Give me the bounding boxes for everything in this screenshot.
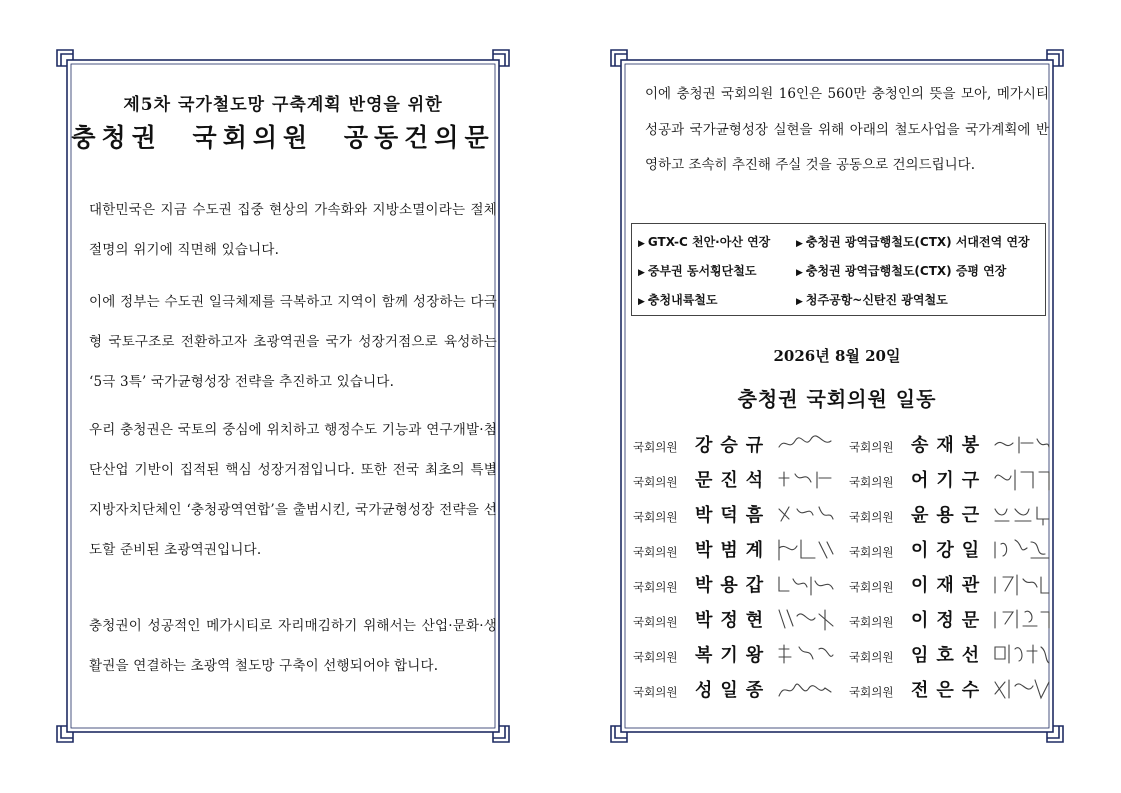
signature-mark bbox=[991, 499, 1051, 529]
signer-role: 국회의원 bbox=[633, 580, 678, 594]
signer-role: 국회의원 bbox=[849, 580, 894, 594]
paragraph: 우리 충청권은 국토의 중심에 위치하고 행정수도 기능과 연구개발·첨단산업 기반이 집적된 핵심 성장거점입니다. 또한 전국 최초의 특별지방자치단체인 ‘충청광역연합’을 출범시킨, 국가균형성장 전략을 선도할 준비된 초광역권입니다. bbox=[89, 422, 497, 558]
signer-role: 국회의원 bbox=[633, 440, 678, 454]
signer-name: 박덕흠 bbox=[695, 505, 772, 526]
signature-mark bbox=[775, 534, 835, 564]
signature-mark bbox=[775, 604, 835, 634]
signer-role: 국회의원 bbox=[633, 545, 678, 559]
signer-name: 복기왕 bbox=[695, 645, 772, 666]
bullet-icon: ▶ bbox=[638, 239, 645, 249]
document-date: 2026년 8월 20일 bbox=[773, 347, 901, 365]
bullet-icon: ▶ bbox=[796, 239, 803, 249]
signer-name: 이재관 bbox=[911, 575, 988, 596]
rail-projects-box bbox=[631, 223, 1046, 316]
signer-name: 이강일 bbox=[911, 540, 988, 561]
paragraph: 이에 정부는 수도권 일극체제를 극복하고 지역이 함께 성장하는 다극형 국토구조로 전환하고자 초광역권을 국가 성장거점으로 육성하는 ‘5극 3특’ 국가균형성장 전략을 추진하고 있습니다. bbox=[89, 294, 497, 390]
signer-name: 이정문 bbox=[911, 610, 988, 631]
signer-name: 성일종 bbox=[695, 680, 772, 701]
bullet-icon: ▶ bbox=[796, 268, 803, 278]
right-page bbox=[607, 46, 1067, 746]
project-item: ▶ 청주공항~신탄진 광역철도 bbox=[796, 293, 948, 307]
project-item: ▶ GTX-C 천안·아산 연장 bbox=[638, 235, 771, 249]
intro-paragraph: 이에 충청권 국회의원 16인은 560만 충청인의 뜻을 모아, 메가시티 성공과 국가균형성장 실현을 위해 아래의 철도사업을 국가계획에 반영하고 조속히 추진해 주실 것을 공동으로 건의드립니다. bbox=[645, 86, 1049, 173]
signer-role: 국회의원 bbox=[849, 615, 894, 629]
signature-mark bbox=[775, 569, 835, 599]
project-item: ▶ 충청권 광역급행철도(CTX) 서대전역 연장 bbox=[796, 235, 1030, 249]
signer-role: 국회의원 bbox=[849, 685, 894, 699]
signer-name: 윤용근 bbox=[911, 505, 988, 526]
signature-mark bbox=[991, 429, 1051, 459]
document-title: 충청권 국회의원 공동건의문 bbox=[71, 123, 495, 152]
signer-role: 국회의원 bbox=[633, 650, 678, 664]
signature-mark bbox=[775, 429, 835, 459]
signature-mark bbox=[775, 674, 835, 704]
signature-mark bbox=[775, 464, 835, 494]
signer-role: 국회의원 bbox=[849, 440, 894, 454]
signer-role: 국회의원 bbox=[633, 475, 678, 489]
signature-mark bbox=[991, 604, 1051, 634]
bullet-icon: ▶ bbox=[638, 268, 645, 278]
signer-role: 국회의원 bbox=[849, 650, 894, 664]
signature-mark bbox=[775, 499, 835, 529]
signer-name: 송재봉 bbox=[911, 435, 988, 456]
project-item: ▶ 충청내륙철도 bbox=[638, 293, 718, 307]
left-page bbox=[53, 46, 513, 746]
signature-mark bbox=[775, 639, 835, 669]
signer-name: 어기구 bbox=[911, 470, 988, 491]
signer-name: 강승규 bbox=[695, 435, 772, 456]
bullet-icon: ▶ bbox=[638, 297, 645, 307]
signature-mark bbox=[991, 674, 1051, 704]
signer-role: 국회의원 bbox=[633, 685, 678, 699]
signer-role: 국회의원 bbox=[633, 615, 678, 629]
bullet-icon: ▶ bbox=[796, 297, 803, 307]
signature-mark bbox=[991, 534, 1051, 564]
signer-name: 전은수 bbox=[911, 680, 988, 701]
signer-name: 박용갑 bbox=[695, 575, 772, 596]
signer-role: 국회의원 bbox=[849, 545, 894, 559]
signer-name: 박범계 bbox=[695, 540, 772, 561]
document-subtitle: 제5차 국가철도망 구축계획 반영을 위한 bbox=[123, 95, 443, 115]
signature-mark bbox=[991, 639, 1051, 669]
paragraph: 충청권이 성공적인 메가시티로 자리매김하기 위해서는 산업·문화·생활권을 연결하는 초광역 철도망 구축이 선행되어야 합니다. bbox=[89, 618, 497, 674]
signer-name: 문진석 bbox=[695, 470, 772, 491]
signer-role: 국회의원 bbox=[849, 510, 894, 524]
signer-name: 박정현 bbox=[695, 610, 772, 631]
project-item: ▶ 충청권 광역급행철도(CTX) 증평 연장 bbox=[796, 264, 1007, 278]
paragraph: 대한민국은 지금 수도권 집중 현상의 가속화와 지방소멸이라는 절체절명의 위기에 직면해 있습니다. bbox=[89, 202, 497, 258]
signature-mark bbox=[991, 569, 1051, 599]
signature-mark bbox=[991, 464, 1051, 494]
signer-name: 임호선 bbox=[911, 645, 988, 666]
project-item: ▶ 중부권 동서횡단철도 bbox=[638, 264, 757, 278]
signer-role: 국회의원 bbox=[633, 510, 678, 524]
signer-role: 국회의원 bbox=[849, 475, 894, 489]
signers-title: 충청권 국회의원 일동 bbox=[737, 387, 937, 411]
